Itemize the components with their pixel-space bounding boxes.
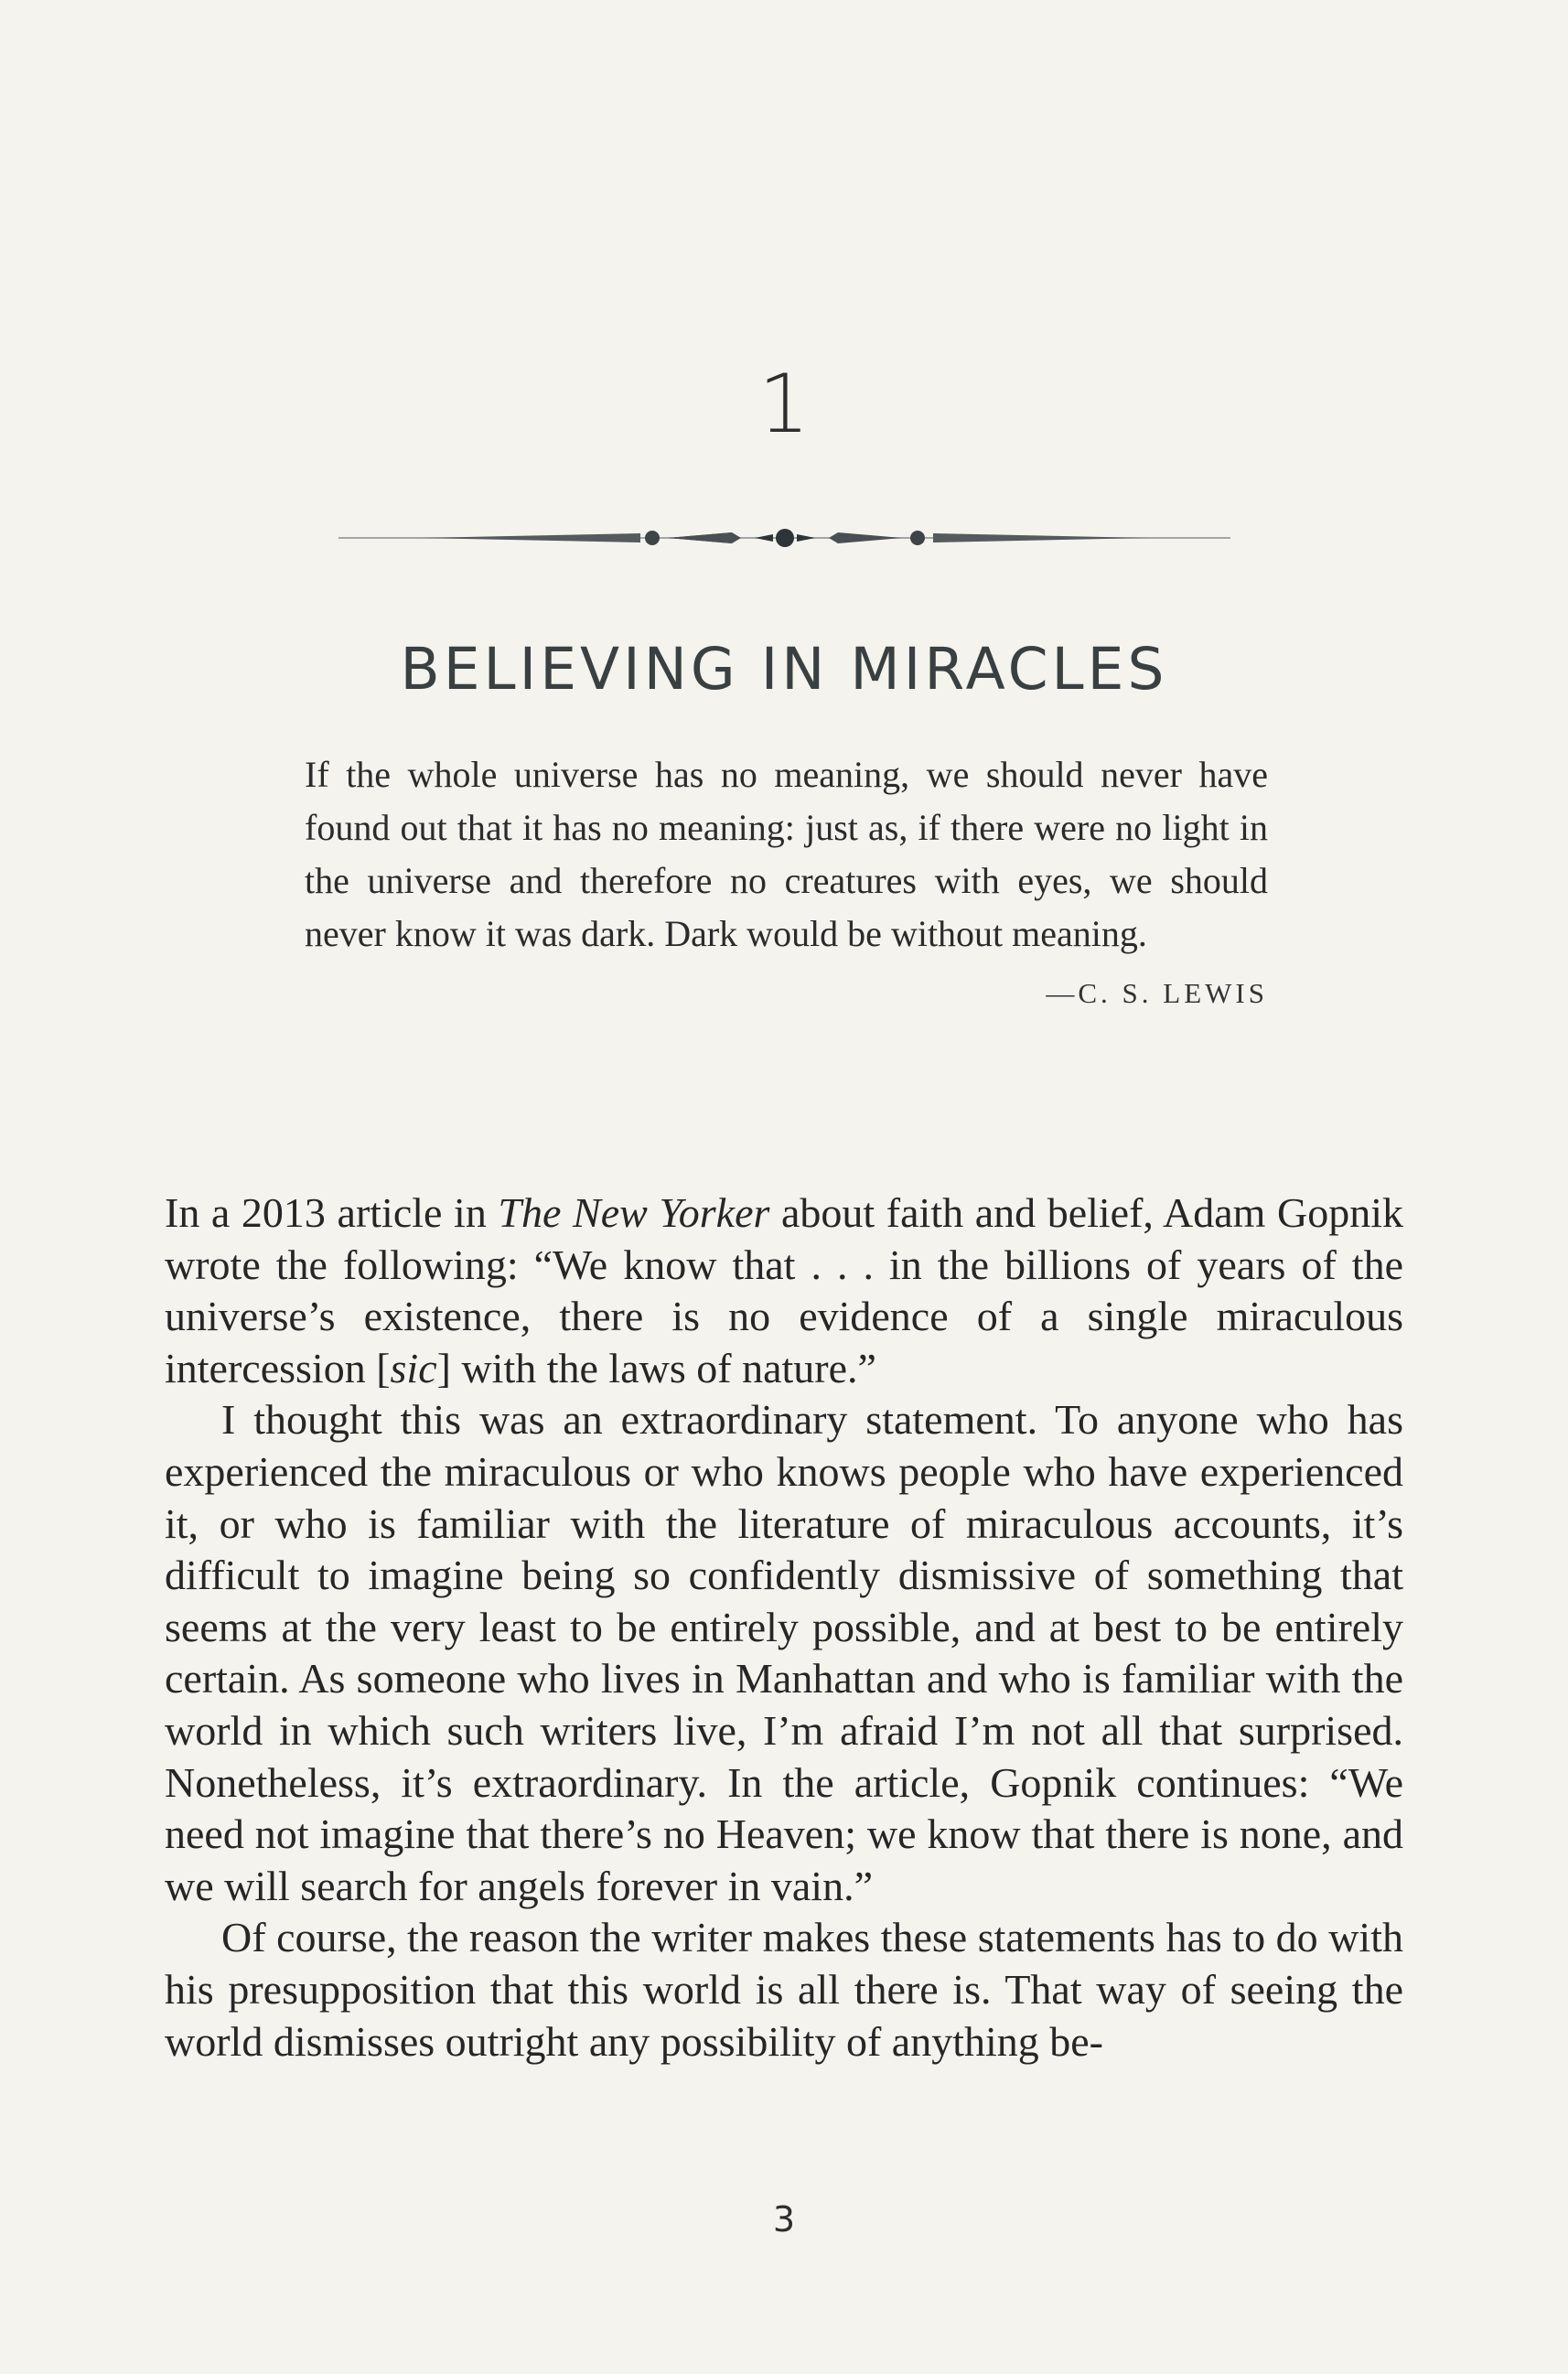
publication-title: The New Yorker bbox=[498, 1189, 770, 1236]
chapter-number: 1 bbox=[758, 357, 810, 451]
epigraph-attribution: —C. S. LEWIS bbox=[1046, 977, 1268, 1009]
paragraph-2: I thought this was an extraordinary statement. To anyone who has experienced the miraculous or who knows people who have experienced it, or who is familiar with the literature of miraculous accounts, it’s difficult to imagine being so confidently dismissive of something that seems at the very least to be entirely possible, and at best to be entirely certain. As someone who lives in Manhattan and who is familiar with the world in which such writers live, I’m afraid I’m not all that surprised. Nonetheless, it’s extraordinary. In the article, Gopnik continues: “We need not imagine that there’s no Heaven; we know that there is none, and we will search for angels forever in vain.” bbox=[165, 1396, 1403, 1909]
paragraph-1-text-a: In a 2013 article in bbox=[165, 1189, 499, 1236]
chapter-ornament-divider bbox=[338, 520, 1230, 556]
epigraph bbox=[305, 748, 1268, 1010]
sic-notation: sic bbox=[390, 1344, 437, 1391]
chapter-title: BELIEVING IN MIRACLES bbox=[400, 636, 1168, 703]
paragraph-1-text-c: ] with the laws of nature.” bbox=[436, 1344, 876, 1391]
paragraph-1 bbox=[165, 1187, 1403, 1394]
paragraph-3: Of course, the reason the writer makes these statements has to do with his presupposition that this world is all there is. That way of seeing the world dismisses outright any possibility of anything be- bbox=[165, 1914, 1403, 2065]
page-number: 3 bbox=[772, 2199, 796, 2240]
paragraph-1-text-b: about faith and belief, Adam Gopnik wrote the following: “We know that . . . in the billions of years of the universe’s existence, there is no evidence of a single miraculous intercession [ bbox=[165, 1189, 1403, 1391]
body-text bbox=[165, 1187, 1403, 2068]
epigraph-quote: If the whole universe has no meaning, we should never have found out that it has no meaning: just as, if there were no light in the universe and therefore no creatures with eyes, we should never know it was dark. Dark would be without meaning. bbox=[305, 754, 1268, 954]
